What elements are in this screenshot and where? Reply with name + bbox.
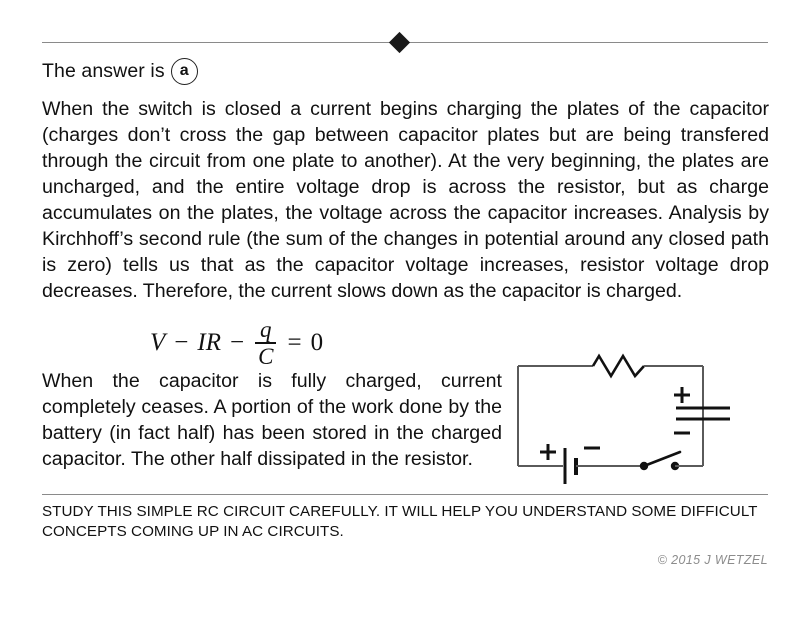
battery-plus-icon — [540, 444, 556, 460]
answer-line — [42, 57, 198, 85]
explanation-paragraph: When the switch is closed a current begins charging the plates of the capacitor (charges don’t cross the gap between capacitor plates but are being transfered through the circuit from one plate to another). At the very beginning, the plates are uncharged, and the entire voltage drop is across the resistor, but as charge accumulates on the plates, the voltage across the capacitor increases. Analysis by Kirchhoff’s second rule (the sum of the changes in potential around any closed path is zero) tells us that as the capacitor voltage increases, resistor voltage drop decreases. Therefore, the current slows down as the capacitor is charged. — [42, 98, 769, 302]
answer-choice-badge: a — [171, 58, 198, 85]
capacitor-plus-icon — [674, 387, 690, 403]
kirchhoff-equation — [150, 318, 323, 368]
equation-term-v: V — [150, 328, 166, 356]
switch-terminal-left — [640, 462, 648, 470]
rc-circuit-diagram — [508, 348, 773, 493]
equation-equals: = — [287, 328, 302, 356]
equation-fraction-q-over-c — [255, 318, 276, 368]
equation-term-ir: IR — [197, 328, 221, 356]
bottom-divider — [42, 494, 768, 495]
equation-minus-1: − — [174, 328, 189, 356]
answer-prefix-label: The answer is — [42, 59, 165, 82]
diamond-ornament-icon — [389, 32, 410, 53]
copyright-notice: © 2015 J WETZEL — [657, 553, 768, 567]
study-caption: STUDY THIS SIMPLE RC CIRCUIT CAREFULLY. IT WILL HELP YOU UNDERSTAND SOME DIFFICULT CONCEPTS COMING UP IN AC CIRCUITS. — [42, 503, 758, 540]
circuit-svg — [508, 348, 773, 488]
conclusion-paragraph: When the capacitor is fully charged, current completely ceases. A portion of the work done by the battery (in fact half) has been stored in the charged capacitor. The other half dissipated in the resistor. — [42, 370, 502, 470]
equation-result: 0 — [310, 328, 324, 356]
resistor-symbol-icon — [593, 356, 644, 376]
fraction-numerator: q — [260, 317, 272, 342]
fraction-denominator: C — [258, 343, 274, 369]
equation-minus-2: − — [230, 328, 245, 356]
